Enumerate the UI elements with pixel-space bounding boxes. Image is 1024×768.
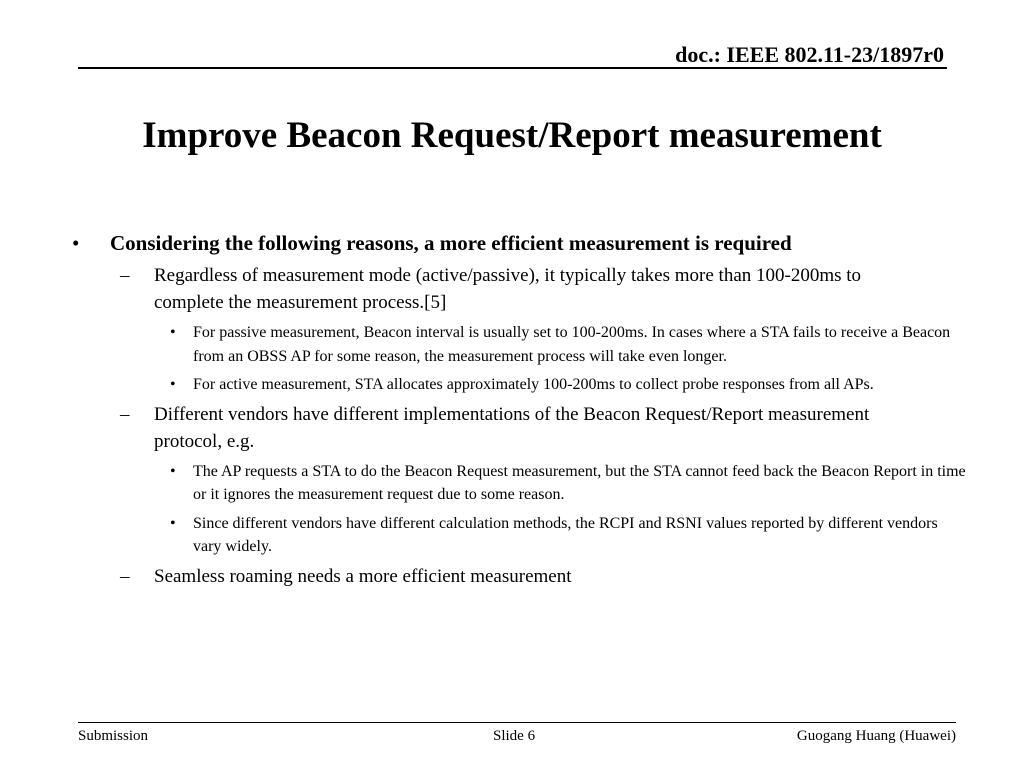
bullet-dot: •: [170, 462, 176, 480]
bullet-dash: –: [120, 403, 130, 425]
bullet-level2: [120, 563, 934, 590]
bullet-level3: [170, 512, 968, 559]
bullet-level3: [170, 321, 968, 368]
bullet-text: Considering the following reasons, a more efficient measurement is required: [110, 231, 792, 255]
bullet-dot: •: [170, 514, 176, 532]
footer-author: Guogang Huang (Huawei): [796, 728, 956, 744]
footer-submission: Submission: [78, 728, 149, 744]
bullet-dash: –: [120, 565, 130, 587]
bullet-level3: [170, 460, 968, 507]
bullet-dot: •: [72, 231, 80, 255]
header-rule: [78, 67, 947, 69]
bullet-level1: [72, 228, 960, 258]
slide-content: [0, 228, 1024, 590]
bullet-text: For passive measurement, Beacon interval is usually set to 100-200ms. In cases where a STA fails to receive a Beacon from an OBSS AP for some reason, the measurement process will take even longer.: [193, 324, 951, 365]
bullet-text: Seamless roaming needs a more efficient measurement: [154, 565, 572, 587]
bullet-dot: •: [170, 376, 176, 393]
footer-rule: [78, 722, 956, 723]
doc-id: doc.: IEEE 802.11-23/1897r0: [675, 42, 944, 67]
bullet-text: Different vendors have different implementations of the Beacon Request/Report measurement protocol, e.g.: [154, 403, 870, 452]
bullet-text: Regardless of measurement mode (active/passive), it typically takes more than 100-200ms to complete the measurement process.[5]: [154, 265, 862, 313]
bullet-text: For active measurement, STA allocates approximately 100-200ms to collect probe responses from all APs.: [193, 376, 874, 393]
slide-title: Improve Beacon Request/Report measurement: [142, 115, 882, 156]
bullet-text: Since different vendors have different calculation methods, the RCPI and RSNI values reported by different vendors vary widely.: [193, 514, 938, 555]
bullet-level2: [120, 262, 934, 316]
bullet-level3: [170, 373, 968, 397]
bullet-dash: –: [120, 265, 130, 286]
bullet-level2: [120, 401, 934, 455]
footer-slide-number: Slide 6: [493, 728, 536, 744]
bullet-dot: •: [170, 324, 176, 341]
bullet-text: The AP requests a STA to do the Beacon Request measurement, but the STA cannot feed back the Beacon Report in time or it ignores the measurement request due to some reason.: [193, 462, 966, 503]
